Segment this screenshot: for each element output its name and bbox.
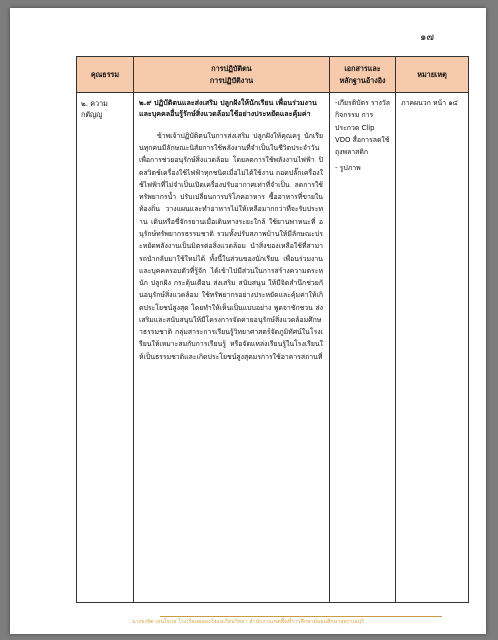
virtue-cell bbox=[77, 93, 134, 603]
evidence-item-certificate: -เกียรติบัตร รางวัลกิจกรรม การประกวด Clip VDO สื่อการลดใช้ ถุงพลาสติก bbox=[335, 99, 390, 157]
header-practice-line1: การปฏิบัติตน bbox=[211, 63, 252, 73]
header-note-label: หมายเหตุ bbox=[417, 69, 447, 79]
table-row bbox=[77, 93, 469, 603]
header-virtue-label: คุณธรรม bbox=[90, 69, 120, 79]
evidence-item-photos: - รูปภาพ bbox=[335, 164, 361, 173]
practice-body: ข้าพเจ้าปฏิบัติตนในการส่งเสริม ปลูกฝังให้คุณครู นักเรียนทุกคนมีลักษณะนิสัยการใช้พลังงานที่จำเป็นในชีวิตประจำวัน เพื่อการช่วยอนุรักษ์สิ่งแวดล้อม โดยลดการใช้พลังงานไฟฟ้า ปิดสวิตช์เครื่องใช้ไฟฟ้าทุกชนิดเมื่อไม่ได้ใช้งาน ถอดปลั๊กเครื่องใช้ไฟฟ้าที่ไม่จำเป็นเปิดเครื่องปรับอากาศเท่าที่จำเป็น ลดการใช้ทรัพยากรน้ำ ปรับเปลี่ยนการบริโภคอาหาร ซื้ออาหารที่ขายในท้องถิ่น วางแผนและทำอาหารไม่ให้เหลือมากกว่าที่จะรับประทาน เดินหรือขี่จักรยานเมื่อเดินทางระยะใกล้ ใช้ยานพาหนะที่ อนุรักษ์ทรัพยากรธรรมชาติ รวมทั้งปรับสภาพบ้านให้มีลักษณะประหยัดพลังงานเป็นมิตรต่อสิ่งแวดล้อม นำสิ่งของเหลือใช้ที่สามารถนำกลับมาใช้ใหม่ได้ ทั้งนี้ในส่วนของนักเรียน เพื่อนร่วมงาน และบุคคลรอบตัวที่รู้จัก ได้เข้าไปมีส่วนในการสร้างความตระหนัก ปลูกฝัง กระตุ้นเตือน ส่งเสริม สนับสนุน ให้มีจิตสำนึกช่วยกันอนุรักษ์สิ่งแวดล้อม ใช้ทรัพยากรอย่างประหยัดและคุ้มค่าให้เกิดประโยชน์สูงสุด โดยทำให้เห็นเป็นแบบอย่าง พูดจาชักชวน ส่งเสริมและสนับสนุนให้มีโครงการจัดค่ายอนุรักษ์สิ่งแวดล้อมศึกษาธรรมชาติ กลุ่มสาระการเรียนรู้วิทยาศาสตร์จัดภูมิทัศน์ในโรงเรียนให้เหมาะสมกับการเรียนรู้ หรือจัดแหล่งเรียนรู้ในโรงเรียนให้เป็นธรรมชาติและเกิดประโยชน์สูงสุดมรการใช้อาคารสถานที่ bbox=[139, 131, 323, 361]
header-evidence-line2: หลักฐานอ้างอิง bbox=[339, 75, 386, 85]
table-header-row bbox=[77, 57, 469, 93]
page-footer: นางจงจิต เจนใจกล โรงเรียนคลองวังแม่เรียนวิทยา สำนักงานเขตพื้นที่การศึกษามัธยมศึกษาสุพรรณบุรี bbox=[131, 619, 365, 625]
header-note bbox=[396, 57, 469, 93]
header-evidence bbox=[330, 57, 396, 93]
page-number: ๑๗ bbox=[420, 32, 434, 43]
note-cell bbox=[396, 93, 469, 603]
header-practice bbox=[134, 57, 330, 93]
practice-cell bbox=[134, 93, 330, 603]
virtue-text: ๒. ความกตัญญู bbox=[81, 99, 108, 120]
header-evidence-line1: เอกสารและ bbox=[344, 63, 381, 73]
practice-table bbox=[76, 56, 469, 603]
note-text: ภาคผนวก หน้า ๑๔ bbox=[401, 99, 458, 107]
header-practice-line2: การปฏิบัติงาน bbox=[209, 75, 254, 85]
header-virtue bbox=[77, 57, 134, 93]
practice-heading: ๒.๙ ปฏิบัติตนและส่งเสริม ปลูกฝังให้นักเรียน เพื่อนร่วมงาน และบุคคลอื่นรู้รักษ์สิ่งแวดล้อมใช้อย่างประหยัดและคุ้มค่า bbox=[139, 98, 317, 119]
document-page bbox=[10, 8, 486, 634]
evidence-cell bbox=[330, 93, 396, 603]
footer-divider bbox=[160, 616, 442, 617]
